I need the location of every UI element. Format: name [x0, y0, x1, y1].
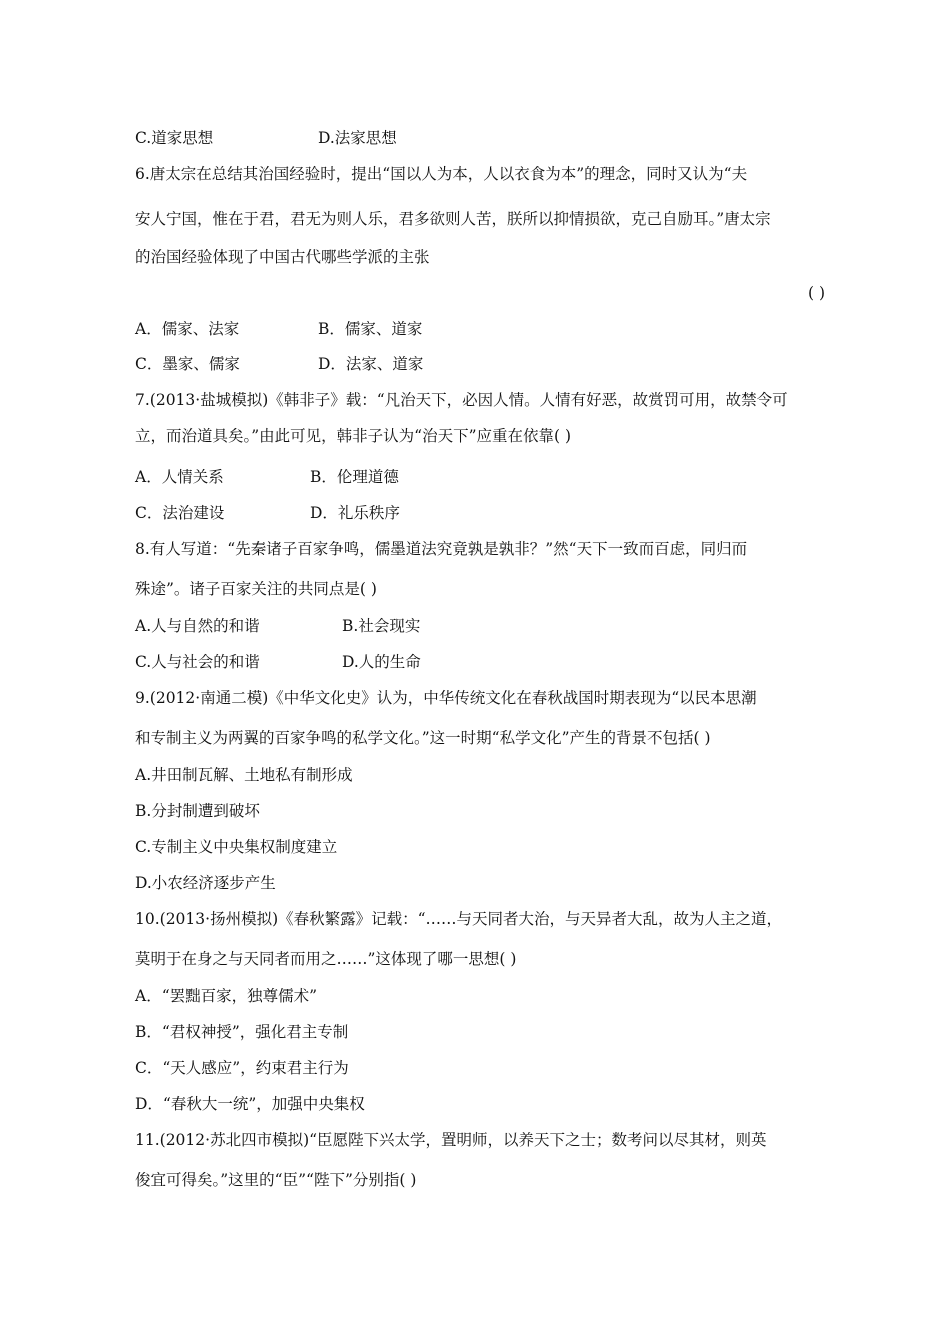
- q7-option-c: C．法治建设: [135, 504, 225, 522]
- q6-options-row-1: [135, 318, 825, 340]
- q7-options-row-2: [135, 502, 825, 524]
- q6-option-c: C．墨家、儒家: [135, 355, 240, 373]
- q9-option-c: C.专制主义中央集权制度建立: [135, 838, 338, 856]
- q11-stem-line-2: 俊宜可得矣。”这里的“臣”“陛下”分别指( ): [135, 1171, 417, 1189]
- q7-options-row-1: [135, 466, 825, 488]
- q6-option-b: B．儒家、道家: [318, 320, 423, 338]
- q6-option-a: A．儒家、法家: [135, 320, 240, 338]
- q7-option-d: D．礼乐秩序: [310, 504, 400, 522]
- q7-option-a: A．人情关系: [135, 468, 224, 486]
- q7-stem-line-1: 7.(2013·盐城模拟)《韩非子》载：“凡治天下，必因人情。人情有好恶，故赏罚可用，故禁令可: [135, 391, 788, 409]
- q8-stem-line-1: 8.有人写道：“先秦诸子百家争鸣，儒墨道法究竟孰是孰非？”然“天下一致而百虑，同归而: [135, 540, 748, 558]
- q7-option-b: B．伦理道德: [310, 468, 399, 486]
- q7-stem-line-2: 立，而治道具矣。”由此可见，韩非子认为“治天下”应重在依靠( ): [135, 427, 572, 445]
- q6-option-d: D．法家、道家: [318, 355, 424, 373]
- q8-option-b: B.社会现实: [342, 617, 421, 635]
- q6-answer-paren-row: [135, 282, 825, 304]
- q6-stem-line-1: 6.唐太宗在总结其治国经验时，提出“国以人为本，人以衣食为本”的理念，同时又认为“夫: [135, 165, 748, 183]
- q9-stem-line-1: 9.(2012·南通二模)《中华文化史》认为，中华传统文化在春秋战国时期表现为“以民本思潮: [135, 689, 757, 707]
- q5-option-d: D.法家思想: [318, 129, 397, 147]
- q10-stem-line-2: 莫明于在身之与天同者而用之……”这体现了哪一思想( ): [135, 950, 517, 968]
- q6-stem-line-2: 安人宁国，惟在于君，君无为则人乐，君多欲则人苦，朕所以抑情损欲，克己自励耳。”唐太宗: [135, 210, 771, 228]
- q11-stem-line-1: 11.(2012·苏北四市模拟)“臣愿陛下兴太学，置明师，以养天下之士；数考问以尽其材，则英: [135, 1131, 767, 1149]
- q10-option-a: A．“罢黜百家，独尊儒术”: [135, 987, 318, 1005]
- q6-answer-paren: ( ): [807, 284, 825, 302]
- q9-option-b: B.分封制遭到破坏: [135, 802, 260, 820]
- q9-option-a: A.井田制瓦解、土地私有制形成: [135, 766, 353, 784]
- q5-options-row: [135, 127, 825, 149]
- q6-stem-line-3: 的治国经验体现了中国古代哪些学派的主张: [135, 248, 430, 266]
- q8-options-row-2: [135, 651, 825, 673]
- q8-options-row-1: [135, 615, 825, 637]
- q10-option-c: C．“天人感应”，约束君主行为: [135, 1059, 349, 1077]
- q10-option-d: D．“春秋大一统”，加强中央集权: [135, 1095, 365, 1113]
- q6-options-row-2: [135, 353, 825, 375]
- q8-option-a: A.人与自然的和谐: [135, 617, 260, 635]
- q10-stem-line-1: 10.(2013·扬州模拟)《春秋繁露》记载：“……与天同者大治，与天异者大乱，故为人主之道，: [135, 910, 783, 928]
- q8-option-d: D.人的生命: [342, 653, 421, 671]
- q10-option-b: B．“君权神授”，强化君主专制: [135, 1023, 349, 1041]
- q9-option-d: D.小农经济逐步产生: [135, 874, 276, 892]
- q8-stem-line-2: 殊途”。诸子百家关注的共同点是( ): [135, 580, 377, 598]
- q9-stem-line-2: 和专制主义为两翼的百家争鸣的私学文化。”这一时期“私学文化”产生的背景不包括( ): [135, 729, 711, 747]
- q8-option-c: C.人与社会的和谐: [135, 653, 260, 671]
- q5-option-c: C.道家思想: [135, 129, 214, 147]
